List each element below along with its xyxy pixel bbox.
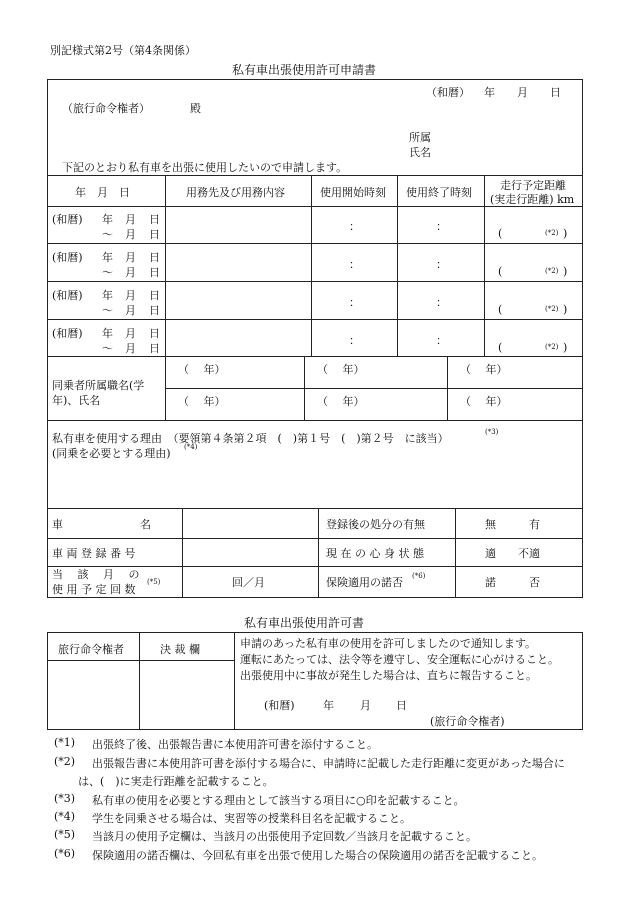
- passenger-year: （ 年）: [178, 363, 226, 376]
- passenger-year: （ 年）: [460, 363, 508, 376]
- permit-date-day: 日: [396, 699, 407, 712]
- per-month: 回／月: [232, 576, 265, 589]
- note-text: 当該月の使用予定欄は、当該月の出張使用予定回数／当該月を記載すること。: [92, 830, 477, 843]
- note-mark: (*5): [54, 828, 76, 841]
- health-label: 現 在 の 心 身 状 態: [326, 547, 424, 560]
- name-label: 氏名: [409, 146, 431, 159]
- passenger-label: 同乗者所属職名(学: [52, 379, 145, 392]
- note-text: 出張終了後、出張報告書に本使用許可書を添付すること。: [92, 738, 378, 751]
- permit-authority: (旅行命令権者): [430, 715, 505, 728]
- permit-date-era: (和暦): [264, 699, 295, 712]
- form-number: 別記様式第2号（第4条関係）: [50, 44, 196, 57]
- date-year: 年: [484, 86, 495, 99]
- insurance-note: (*6): [412, 572, 426, 580]
- note-mark: (*1): [54, 736, 76, 749]
- col-header-start-time: 使用開始時刻: [320, 186, 386, 199]
- passenger-year: （ 年）: [178, 395, 226, 408]
- note-text: 保険適用の諾否欄は、今回私有車を出張で使用した場合の保険適用の諾否を記載すること。: [92, 849, 543, 862]
- disposal-label: 登録後の処分の有無: [326, 518, 425, 531]
- permit-title: 私有車出張使用許可書: [244, 616, 365, 630]
- reason-note3: (*3): [485, 428, 499, 436]
- usage-label: 当 該 月 の: [52, 568, 140, 581]
- reason-passenger-text: (同乗を必要とする理由): [52, 447, 171, 460]
- disposal-options: 無 有: [485, 518, 540, 531]
- permit-date-year: 年: [323, 699, 334, 712]
- col-header-distance: 走行予定距離: [500, 179, 566, 192]
- passenger-year: （ 年）: [317, 363, 365, 376]
- date-day: 日: [550, 86, 561, 99]
- health-options: 適 不適: [485, 547, 540, 560]
- date-month: 月: [517, 86, 528, 99]
- col-header-end-time: 使用終了時刻: [406, 186, 472, 199]
- passenger-label-cont: 年)、氏名: [52, 394, 101, 407]
- car-reg-label: 車 両 登 録 番 号: [52, 547, 136, 560]
- permit-text: 出張使用中に事故が発生した場合は、直ちに報告すること。: [240, 669, 537, 682]
- insurance-label: 保険適用の諾否: [326, 576, 403, 589]
- intro-text: 下記のとおり私有車を出張に使用したいので申請します。: [62, 161, 348, 174]
- car-name-label: 車 名: [52, 518, 151, 531]
- note-text: は、( )に実走行距離を記載すること。: [78, 775, 274, 788]
- note-text: 出張報告書に本使用許可書を添付する場合に、申請時に記載した走行距離に変更があった場合に: [92, 757, 565, 770]
- col-header-destination: 用務先及び用務内容: [186, 186, 285, 199]
- permit-authority-header: 旅行命令権者: [58, 643, 124, 656]
- note-text: 学生を同乗させる場合は、実習等の授業科目名を記載すること。: [92, 812, 411, 825]
- permit-text: 申請のあった私有車の使用を許可しましたので通知します。: [240, 637, 537, 650]
- passenger-year: （ 年）: [317, 395, 365, 408]
- col-header-date: 年 月 日: [75, 186, 130, 199]
- permit-date-month: 月: [360, 699, 371, 712]
- insurance-options: 諾 否: [485, 576, 540, 589]
- note-mark: (*6): [54, 847, 76, 860]
- form-title: 私有車出張使用許可申請書: [232, 63, 377, 77]
- note-mark: (*3): [54, 792, 76, 805]
- affiliation-label: 所属: [409, 131, 431, 144]
- passenger-year: （ 年）: [460, 395, 508, 408]
- dono: 殿: [190, 102, 201, 115]
- note-mark: (*2): [54, 755, 76, 768]
- date-era: （和暦）: [426, 86, 470, 99]
- usage-note: (*5): [147, 578, 161, 586]
- reason-text: 私有車を使用する理由 （要領第４条第２項 ( )第１号 ( )第２号 に該当）: [52, 432, 449, 445]
- col-header-actual-distance: (実走行距離) km: [490, 193, 575, 206]
- permit-approval-header: 決 裁 欄: [160, 643, 200, 656]
- note-mark: (*4): [54, 810, 76, 823]
- note-text: 私有車の使用を必要とする理由として該当する項目に○印を記載すること。: [92, 794, 465, 807]
- reason-note4: (*4): [184, 443, 198, 451]
- permit-text: 運転にあたっては、法令等を遵守し、安全運転に心がけること。: [240, 653, 559, 666]
- addressee: （旅行命令権者）: [62, 102, 150, 115]
- usage-label-cont: 使 用 予 定 回 数: [52, 583, 136, 596]
